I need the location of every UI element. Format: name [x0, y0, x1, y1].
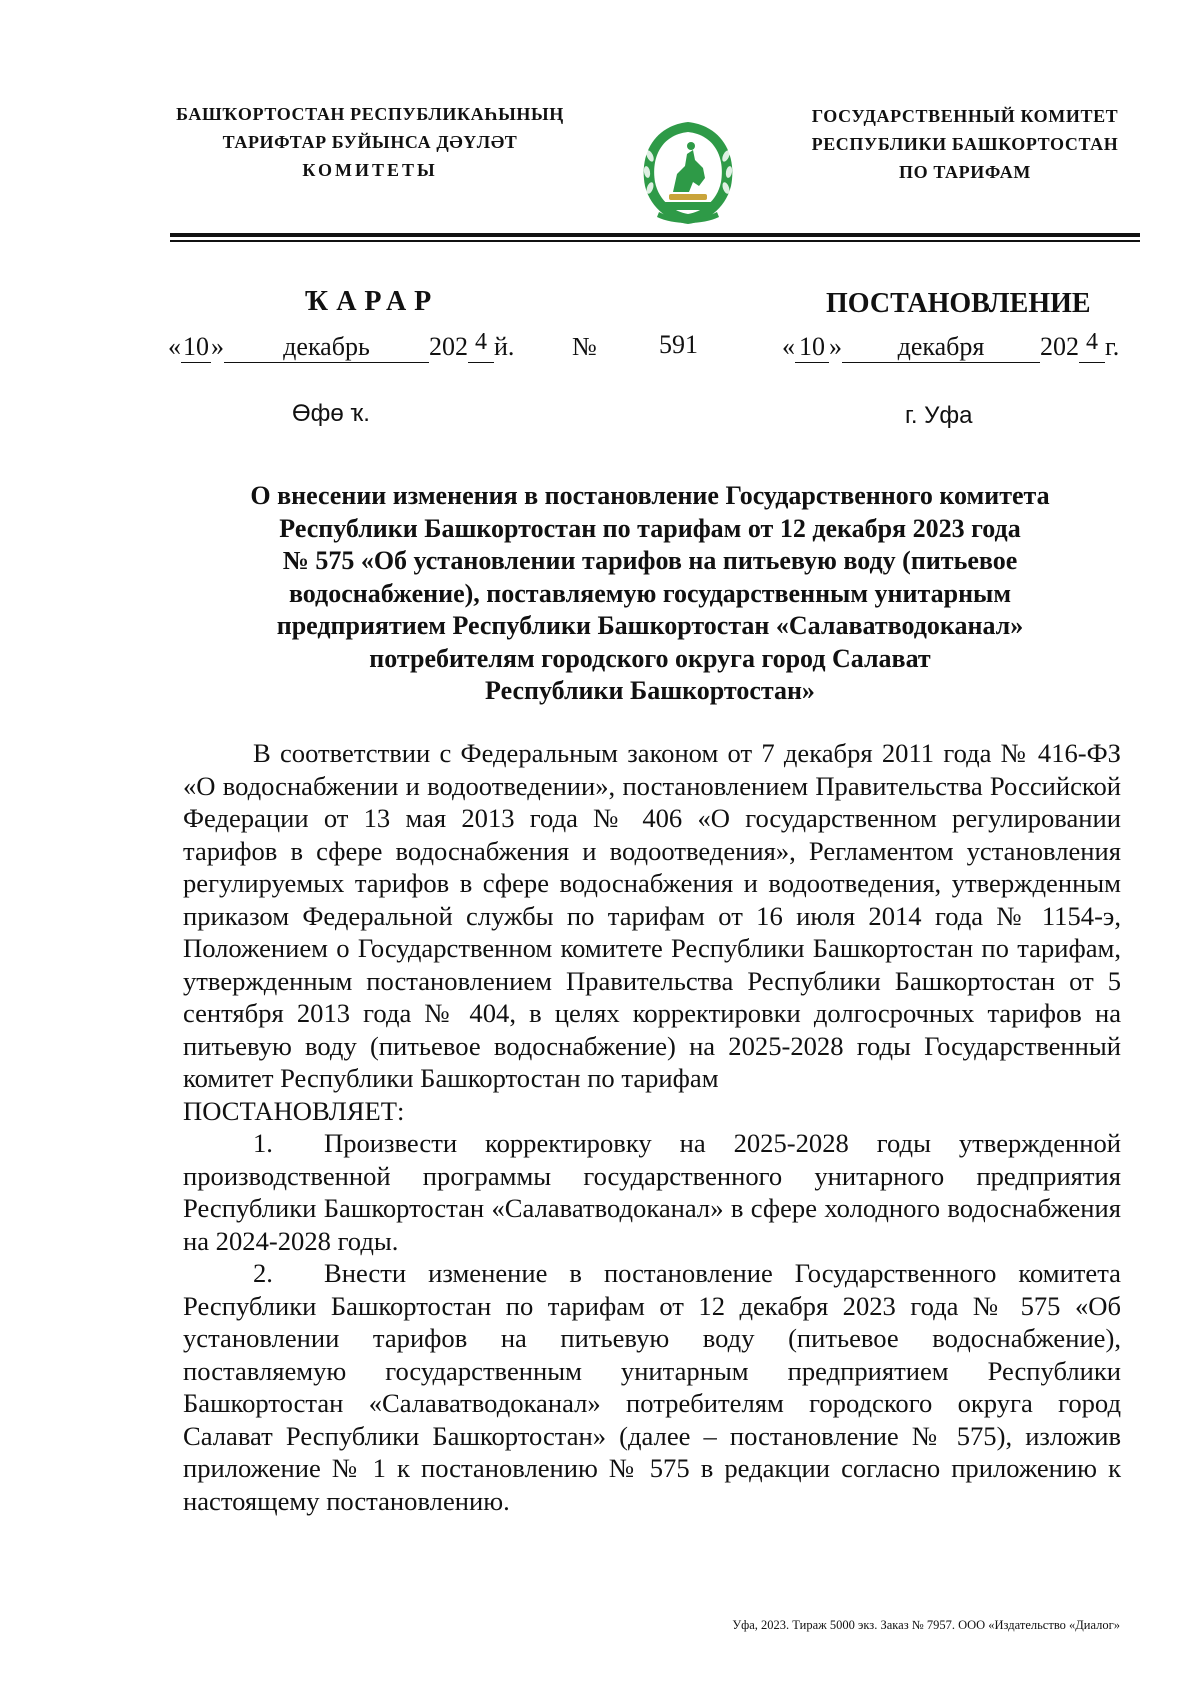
item-1 — [183, 1127, 1121, 1257]
header-right-block — [770, 102, 1160, 186]
title-line: Республики Башкортостан по тарифам от 12 декабря 2023 года — [279, 513, 1021, 543]
date-right-month: декабря — [842, 332, 1040, 363]
header-right-line-2: РЕСПУБЛИКИ БАШКОРТОСТАН — [811, 134, 1119, 154]
date-left-month: декабрь — [224, 332, 429, 363]
date-right-year-mark: г. — [1105, 332, 1120, 361]
header-rule-thick — [170, 233, 1140, 237]
coat-of-arms-icon — [633, 116, 743, 228]
header-right-line-3: ПО ТАРИФАМ — [899, 162, 1031, 182]
title-line: потребителям городского округа город Салават — [369, 643, 931, 673]
doc-type-right: ПОСТАНОВЛЕНИЕ — [826, 288, 1091, 319]
item-2-number: 2. — [253, 1258, 273, 1288]
header-left-line-2: ТАРИФТАР БУЙЫНСА ДӘҮЛӘТ — [222, 132, 518, 152]
header-rule-thin — [170, 240, 1140, 242]
resolves-line: ПОСТАНОВЛЯЕТ: — [183, 1095, 405, 1126]
date-right-day: 10 — [795, 332, 829, 363]
print-footer: Уфа, 2023. Тираж 5000 экз. Заказ № 7957. ООО «Издательство «Диалог» — [732, 1618, 1120, 1632]
item-1-text: Произвести корректировку на 2025-2028 годы утвержденной производственной программы государственного унитарного предприятия Республики Башкортостан «Салаватводоканал» в сфере холодного водоснабжения на 2024-2028 годы. — [183, 1128, 1121, 1256]
date-left-day: 10 — [183, 332, 209, 361]
header-right-line-1: ГОСУДАРСТВЕННЫЙ КОМИТЕТ — [811, 106, 1119, 126]
number-sign: № — [572, 332, 597, 361]
title-line: предприятием Республики Башкортостан «Салаватводоканал» — [276, 611, 1024, 640]
dateline-left: «10» декабрь 202 4 й. — [168, 329, 515, 361]
dateline-right: « 10 » декабря 202 4 г. — [782, 329, 1120, 361]
title-line: № 575 «Об установлении тарифов на питьевую воду (питьевое — [282, 546, 1018, 575]
header-left-line-1: БАШҠОРТОСТАН РЕСПУБЛИКАҺЫНЫҢ — [176, 104, 564, 124]
item-1-number: 1. — [253, 1128, 273, 1158]
document-title — [190, 480, 1110, 708]
doc-type-left: ҠАРАР — [305, 286, 440, 317]
header-left-block — [150, 100, 590, 184]
header-left-line-3: КОМИТЕТЫ — [302, 160, 438, 180]
preamble-paragraph: В соответствии с Федеральным законом от 7 декабря 2011 года № 416-ФЗ «О водоснабжении и водоотведении», постановлением Правительства Российской Федерации от 13 мая 2013 года № 406 «О государственном регулировании тарифов в сфере водоснабжения и водоотведения», Регламентом установления регулируемых тарифов в сфере водоснабжения и водоотведения, утвержденным приказом Федеральной службы по тарифам от 16 июля 2014 года № 1154-э, Положением о Государственном комитете Республики Башкортостан по тарифам, утвержденным постановлением Правительства Республики Башкортостан от 5 сентября 2013 года № 404, в целях корректировки долгосрочных тарифов на питьевую воду (питьевое водоснабжение) на 2025-2028 годы Государственный комитет Республики Башкортостан по тарифам — [183, 738, 1121, 1093]
document-body — [183, 737, 1121, 1517]
date-left-year-prefix: 202 — [429, 332, 468, 361]
item-2-text: Внести изменение в постановление Государственного комитета Республики Башкортостан по тарифам от 12 декабря 2023 года № 575 «Об установлении тарифов на питьевую воду (питьевое водоснабжение), поставляемую государственным унитарным предприятием Республики Башкортостан «Салаватводоканал» потребителям городского округа город Салават Республики Башкортостан» (далее – постановление № 575), изложив приложение № 1 к постановлению № 575 в редакции согласно приложению к настоящему постановлению. — [183, 1258, 1121, 1516]
city-left: Өфө ҡ. — [292, 400, 370, 427]
date-right-year-prefix: 202 — [1040, 332, 1079, 361]
date-right-year-suffix: 4 — [1086, 329, 1098, 355]
title-line: О внесении изменения в постановление Государственного комитета — [250, 481, 1050, 510]
title-line: водоснабжение), поставляемую государственным унитарным — [288, 578, 1012, 608]
city-right: г. Уфа — [905, 402, 973, 429]
item-2 — [183, 1257, 1121, 1517]
date-left-year-suffix: 4 — [475, 329, 487, 355]
document-number: 591 — [659, 330, 698, 359]
date-left-year-mark: й. — [494, 332, 515, 361]
title-line: Республики Башкортостан» — [485, 676, 815, 705]
